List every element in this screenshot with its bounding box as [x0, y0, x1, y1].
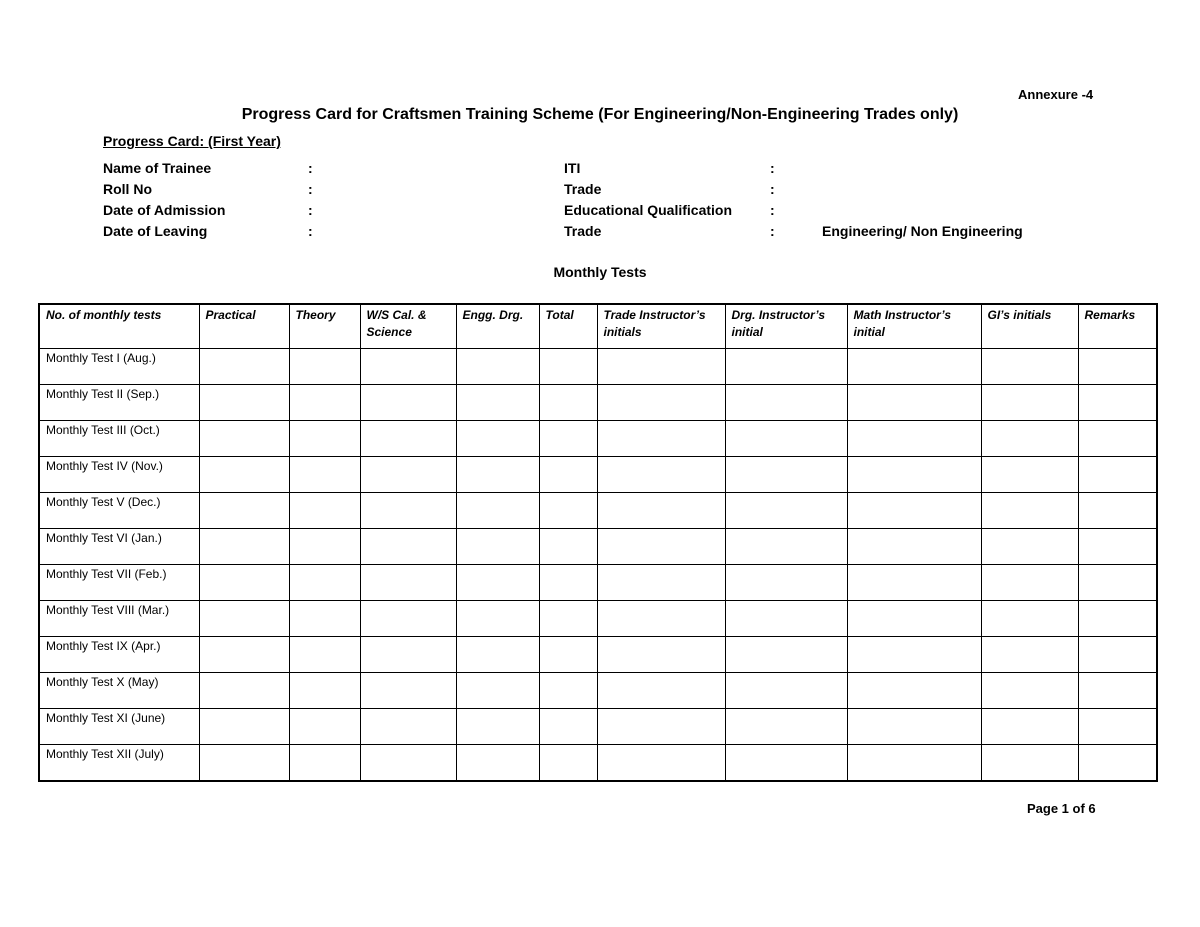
score-cell[interactable]	[847, 529, 981, 565]
score-cell[interactable]	[289, 349, 360, 385]
table-row	[39, 421, 1157, 457]
table-row	[39, 385, 1157, 421]
score-cell[interactable]	[981, 673, 1078, 709]
score-cell[interactable]	[597, 673, 725, 709]
info-colon: :	[770, 160, 775, 176]
score-cell[interactable]	[1078, 565, 1157, 601]
score-cell[interactable]	[360, 457, 456, 493]
score-cell[interactable]	[360, 349, 456, 385]
score-cell[interactable]	[199, 601, 289, 637]
score-cell[interactable]	[456, 421, 539, 457]
score-cell[interactable]	[289, 457, 360, 493]
info-row-left	[0, 181, 1200, 201]
info-label: Date of Admission	[103, 202, 226, 218]
score-cell[interactable]	[597, 565, 725, 601]
info-colon: :	[770, 223, 775, 239]
score-cell[interactable]	[539, 529, 597, 565]
score-cell[interactable]	[1078, 349, 1157, 385]
info-label: Educational Qualification	[564, 202, 733, 218]
header-remarks: Remarks	[1078, 304, 1157, 349]
info-colon: :	[308, 202, 313, 218]
score-cell[interactable]	[847, 385, 981, 421]
score-cell[interactable]	[456, 745, 539, 782]
score-cell[interactable]	[981, 529, 1078, 565]
table-row	[39, 565, 1157, 601]
score-cell[interactable]	[981, 385, 1078, 421]
test-name-cell: Monthly Test VIII (Mar.)	[39, 601, 199, 637]
score-cell[interactable]	[539, 637, 597, 673]
page-title: Progress Card for Craftsmen Training Scheme (For Engineering/Non-Engineering Trades only)	[241, 106, 959, 123]
score-cell[interactable]	[539, 421, 597, 457]
info-label: ITI	[564, 160, 581, 176]
header-theory: Theory	[289, 304, 360, 349]
score-cell[interactable]	[1078, 601, 1157, 637]
score-cell[interactable]	[847, 457, 981, 493]
info-colon: :	[308, 160, 313, 176]
score-cell[interactable]	[360, 709, 456, 745]
score-cell[interactable]	[199, 529, 289, 565]
score-cell[interactable]	[597, 349, 725, 385]
score-cell[interactable]	[539, 493, 597, 529]
score-cell[interactable]	[360, 493, 456, 529]
info-colon: :	[770, 181, 775, 197]
score-cell[interactable]	[199, 457, 289, 493]
score-cell[interactable]	[289, 493, 360, 529]
score-cell[interactable]	[1078, 637, 1157, 673]
score-cell[interactable]	[360, 565, 456, 601]
table-row	[39, 709, 1157, 745]
score-cell[interactable]	[981, 457, 1078, 493]
info-label: Name of Trainee	[103, 160, 212, 176]
score-cell[interactable]	[199, 565, 289, 601]
score-cell[interactable]	[289, 385, 360, 421]
score-cell[interactable]	[456, 709, 539, 745]
score-cell[interactable]	[597, 745, 725, 782]
score-cell[interactable]	[456, 457, 539, 493]
score-cell[interactable]	[725, 637, 847, 673]
score-cell[interactable]	[597, 457, 725, 493]
table-row	[39, 673, 1157, 709]
score-cell[interactable]	[1078, 673, 1157, 709]
test-name-cell: Monthly Test XI (June)	[39, 709, 199, 745]
header-math-instructor-initial: Math Instructor’s initial	[847, 304, 981, 349]
score-cell[interactable]	[539, 349, 597, 385]
score-cell[interactable]	[539, 601, 597, 637]
score-cell[interactable]	[847, 601, 981, 637]
score-cell[interactable]	[360, 385, 456, 421]
score-cell[interactable]	[360, 637, 456, 673]
annexure-label: Annexure -4	[1018, 87, 1094, 102]
score-cell[interactable]	[199, 493, 289, 529]
info-row-left	[0, 202, 1200, 222]
score-cell[interactable]	[981, 709, 1078, 745]
test-name-cell: Monthly Test IV (Nov.)	[39, 457, 199, 493]
score-cell[interactable]	[981, 601, 1078, 637]
score-cell[interactable]	[360, 745, 456, 782]
header-trade-instructor-initials: Trade Instructor’s initials	[597, 304, 725, 349]
info-label: Trade	[564, 181, 602, 197]
header-ws-cal-science: W/S Cal. & Science	[360, 304, 456, 349]
score-cell[interactable]	[1078, 745, 1157, 782]
test-name-cell: Monthly Test III (Oct.)	[39, 421, 199, 457]
score-cell[interactable]	[725, 601, 847, 637]
score-cell[interactable]	[725, 493, 847, 529]
score-cell[interactable]	[289, 529, 360, 565]
monthly-tests-table	[38, 303, 1158, 782]
table-header-row	[39, 304, 1157, 349]
info-label: Date of Leaving	[103, 223, 208, 239]
score-cell[interactable]	[597, 709, 725, 745]
test-name-cell: Monthly Test IX (Apr.)	[39, 637, 199, 673]
score-cell[interactable]	[1078, 385, 1157, 421]
score-cell[interactable]	[725, 529, 847, 565]
score-cell[interactable]	[847, 745, 981, 782]
table-row	[39, 745, 1157, 782]
info-value: Engineering/ Non Engineering	[822, 223, 1023, 239]
score-cell[interactable]	[199, 673, 289, 709]
test-name-cell: Monthly Test I (Aug.)	[39, 349, 199, 385]
score-cell[interactable]	[1078, 421, 1157, 457]
score-cell[interactable]	[725, 457, 847, 493]
score-cell[interactable]	[725, 349, 847, 385]
score-cell[interactable]	[199, 421, 289, 457]
info-label: Roll No	[103, 181, 152, 197]
score-cell[interactable]	[539, 709, 597, 745]
score-cell[interactable]	[289, 565, 360, 601]
score-cell[interactable]	[456, 637, 539, 673]
header-engg-drg: Engg. Drg.	[456, 304, 539, 349]
page-number: Page 1 of 6	[1027, 801, 1096, 816]
score-cell[interactable]	[539, 745, 597, 782]
score-cell[interactable]	[597, 421, 725, 457]
score-cell[interactable]	[456, 493, 539, 529]
table-row	[39, 457, 1157, 493]
score-cell[interactable]	[847, 709, 981, 745]
header-total: Total	[539, 304, 597, 349]
monthly-tests-heading: Monthly Tests	[553, 264, 647, 280]
info-row-left	[0, 223, 1200, 243]
score-cell[interactable]	[539, 673, 597, 709]
score-cell[interactable]	[456, 565, 539, 601]
score-cell[interactable]	[597, 529, 725, 565]
header-gi-initials: GI’s initials	[981, 304, 1078, 349]
score-cell[interactable]	[597, 637, 725, 673]
info-row-left	[0, 160, 1200, 180]
score-cell[interactable]	[981, 565, 1078, 601]
score-cell[interactable]	[539, 457, 597, 493]
score-cell[interactable]	[847, 493, 981, 529]
score-cell[interactable]	[456, 349, 539, 385]
score-cell[interactable]	[981, 637, 1078, 673]
table-row	[39, 637, 1157, 673]
score-cell[interactable]	[597, 385, 725, 421]
test-name-cell: Monthly Test VII (Feb.)	[39, 565, 199, 601]
score-cell[interactable]	[847, 349, 981, 385]
score-cell[interactable]	[1078, 457, 1157, 493]
score-cell[interactable]	[456, 529, 539, 565]
score-cell[interactable]	[1078, 529, 1157, 565]
score-cell[interactable]	[597, 493, 725, 529]
score-cell[interactable]	[1078, 709, 1157, 745]
score-cell[interactable]	[725, 385, 847, 421]
info-colon: :	[308, 181, 313, 197]
info-colon: :	[308, 223, 313, 239]
score-cell[interactable]	[289, 601, 360, 637]
score-cell[interactable]	[725, 745, 847, 782]
test-name-cell: Monthly Test XII (July)	[39, 745, 199, 782]
test-name-cell: Monthly Test VI (Jan.)	[39, 529, 199, 565]
header-practical: Practical	[199, 304, 289, 349]
score-cell[interactable]	[725, 565, 847, 601]
score-cell[interactable]	[725, 709, 847, 745]
test-name-cell: Monthly Test V (Dec.)	[39, 493, 199, 529]
score-cell[interactable]	[981, 493, 1078, 529]
score-cell[interactable]	[981, 349, 1078, 385]
score-cell[interactable]	[847, 673, 981, 709]
score-cell[interactable]	[360, 529, 456, 565]
table-row	[39, 349, 1157, 385]
score-cell[interactable]	[199, 349, 289, 385]
score-cell[interactable]	[289, 673, 360, 709]
score-cell[interactable]	[289, 709, 360, 745]
score-cell[interactable]	[199, 637, 289, 673]
score-cell[interactable]	[1078, 493, 1157, 529]
test-name-cell: Monthly Test II (Sep.)	[39, 385, 199, 421]
info-colon: :	[770, 202, 775, 218]
score-cell[interactable]	[847, 637, 981, 673]
score-cell[interactable]	[456, 601, 539, 637]
score-cell[interactable]	[289, 421, 360, 457]
header-drg-instructor-initial: Drg. Instructor’s initial	[725, 304, 847, 349]
score-cell[interactable]	[456, 385, 539, 421]
score-cell[interactable]	[981, 745, 1078, 782]
info-label: Trade	[564, 223, 602, 239]
score-cell[interactable]	[725, 673, 847, 709]
table-row	[39, 529, 1157, 565]
table-row	[39, 493, 1157, 529]
score-cell[interactable]	[725, 421, 847, 457]
score-cell[interactable]	[981, 421, 1078, 457]
score-cell[interactable]	[360, 673, 456, 709]
score-cell[interactable]	[597, 601, 725, 637]
score-cell[interactable]	[539, 565, 597, 601]
score-cell[interactable]	[289, 745, 360, 782]
score-cell[interactable]	[847, 421, 981, 457]
score-cell[interactable]	[539, 385, 597, 421]
score-cell[interactable]	[289, 637, 360, 673]
header-no-of-tests: No. of monthly tests	[39, 304, 199, 349]
test-name-cell: Monthly Test X (May)	[39, 673, 199, 709]
score-cell[interactable]	[199, 745, 289, 782]
table-row	[39, 601, 1157, 637]
score-cell[interactable]	[360, 601, 456, 637]
score-cell[interactable]	[360, 421, 456, 457]
score-cell[interactable]	[456, 673, 539, 709]
score-cell[interactable]	[199, 385, 289, 421]
score-cell[interactable]	[199, 709, 289, 745]
progress-card-subtitle: Progress Card: (First Year)	[103, 133, 281, 149]
score-cell[interactable]	[847, 565, 981, 601]
